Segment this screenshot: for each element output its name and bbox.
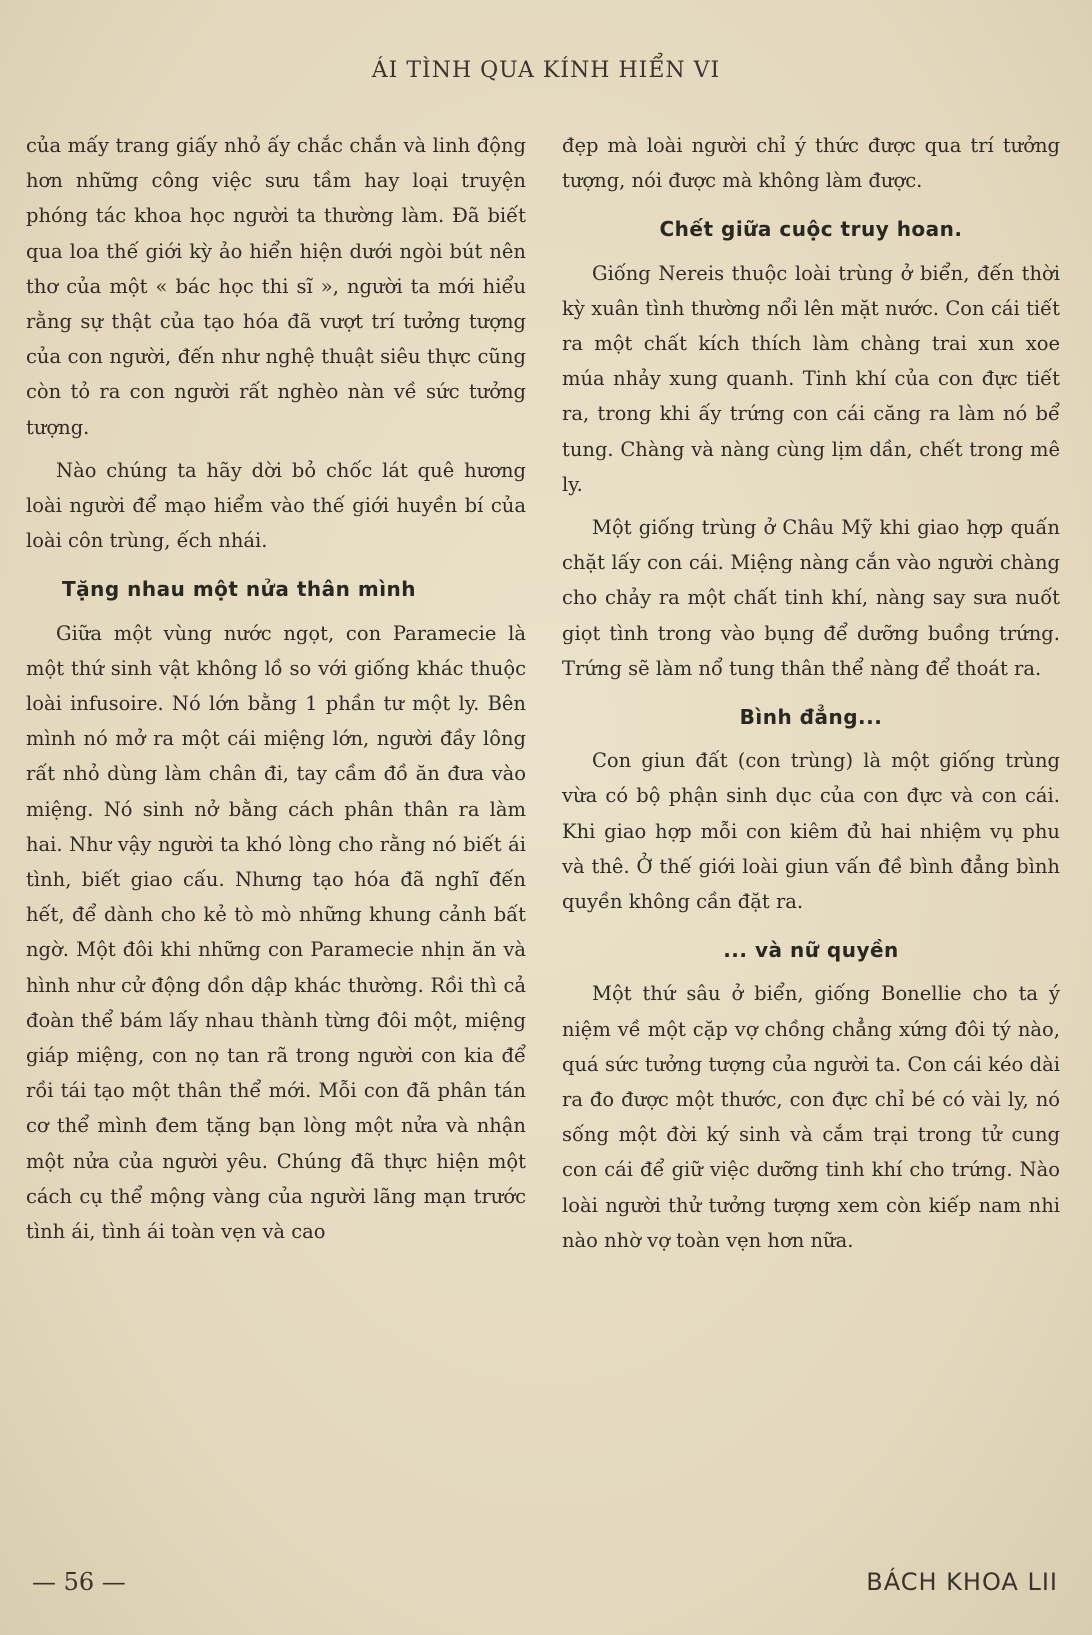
section-heading: Tặng nhau một nửa thân mình <box>62 577 417 602</box>
paragraph: Giống Nereis thuộc loài trùng ở biển, đến thời kỳ xuân tình thường nổi lên mặt nước. Con cái tiết ra một chất kích thích làm chàng trai xun xoe múa nhảy xung quanh. Tinh khí của con đực tiết ra, trong khi ấy trứng con cái căng ra làm nó bể tung. Chàng và nàng cùng lịm dần, chết trong mê ly. <box>562 261 1060 496</box>
paragraph: Nào chúng ta hãy dời bỏ chốc lát quê hương loài người để mạo hiểm vào thế giới huyền bí của loài côn trùng, ếch nhái. <box>26 458 526 553</box>
left-column <box>26 128 526 1249</box>
paragraph: của mấy trang giấy nhỏ ấy chắc chắn và linh động hơn những công việc sưu tầm hay loại truyện phóng tác khoa học người ta thường làm. Đã biết qua loa thế giới kỳ ảo hiển hiện dưới ngòi bút nên thơ của một « bác học thi sĩ », người ta mới hiểu rằng sự thật của tạo hóa đã vượt trí tưởng tượng của con người, đến như nghệ thuật siêu thực cũng còn tỏ ra con người rất nghèo nàn về sức tưởng tượng. <box>26 134 526 439</box>
magazine-name: BÁCH KHOA LII <box>866 1568 1058 1596</box>
paragraph: Giữa một vùng nước ngọt, con Paramecie là một thứ sinh vật không lồ so với giống khác thuộc loài infusoire. Nó lớn bằng 1 phần tư một ly. Bên mình nó mở ra một cái miệng lớn, người đầy lông rất nhỏ dùng làm chân đi, tay cầm đồ ăn đưa vào miệng. Nó sinh nở bằng cách phân thân ra làm hai. Như vậy người ta khó lòng cho rằng nó biết ái tình, biết giao cấu. Nhưng tạo hóa đã nghĩ đến hết, để dành cho kẻ tò mò những khung cảnh bất ngờ. Một đôi khi những con Paramecie nhịn ăn và hình như cử động dồn dập khác thường. Rồi thì cả đoàn thể bám lấy nhau thành từng đôi một, miệng giáp miệng, con nọ tan rã trong người con kia để rồi tái tạo một thân thể mới. Mỗi con đã phân tán cơ thể mình đem tặng bạn lòng một nửa và nhận một nửa của người yêu. Chúng đã thực hiện một cách cụ thể mộng vàng của người lãng mạn trước tình ái, tình ái toàn vẹn và cao <box>26 621 526 1244</box>
paragraph: Một giống trùng ở Châu Mỹ khi giao hợp quấn chặt lấy con cái. Miệng nàng cắn vào người chàng cho chảy ra một chất tinh khí, nàng say sưa nuốt giọt tình trong vào bụng để dưỡng buồng trứng. Trứng sẽ làm nổ tung thân thể nàng để thoát ra. <box>562 516 1060 680</box>
section-heading: Chết giữa cuộc truy hoan. <box>659 217 963 242</box>
running-head: ÁI TÌNH QUA KÍNH HIỂN VI <box>371 58 721 83</box>
paragraph: đẹp mà loài người chỉ ý thức được qua trí tưởng tượng, nói được mà không làm được. <box>562 134 1060 193</box>
right-column <box>562 128 1060 1258</box>
paragraph: Con giun đất (con trùng) là một giống trùng vừa có bộ phận sinh dục của con đực và con cái. Khi giao hợp mỗi con kiêm đủ hai nhiệm vụ phu và thê. Ở thế giới loài giun vấn đề bình đẳng bình quyền không cần đặt ra. <box>562 749 1060 914</box>
paragraph: Một thứ sâu ở biển, giống Bonellie cho ta ý niệm về một cặp vợ chồng chẳng xứng đôi tý nào, quá sức tưởng tượng của người ta. Con cái kéo dài ra đo được một thước, con đực chỉ bé có vài ly, nó sống một đời ký sinh và cắm trại trong tử cung con cái để giữ việc dưỡng tinh khí cho trứng. Nào loài người thử tưởng tượng xem còn kiếp nam nhi nào nhờ vợ toàn vẹn hơn nữa. <box>562 982 1060 1252</box>
page-number: — 56 — <box>32 1568 126 1596</box>
section-heading: ... và nữ quyền <box>723 938 899 963</box>
section-heading: Bình đẳng... <box>739 705 883 730</box>
